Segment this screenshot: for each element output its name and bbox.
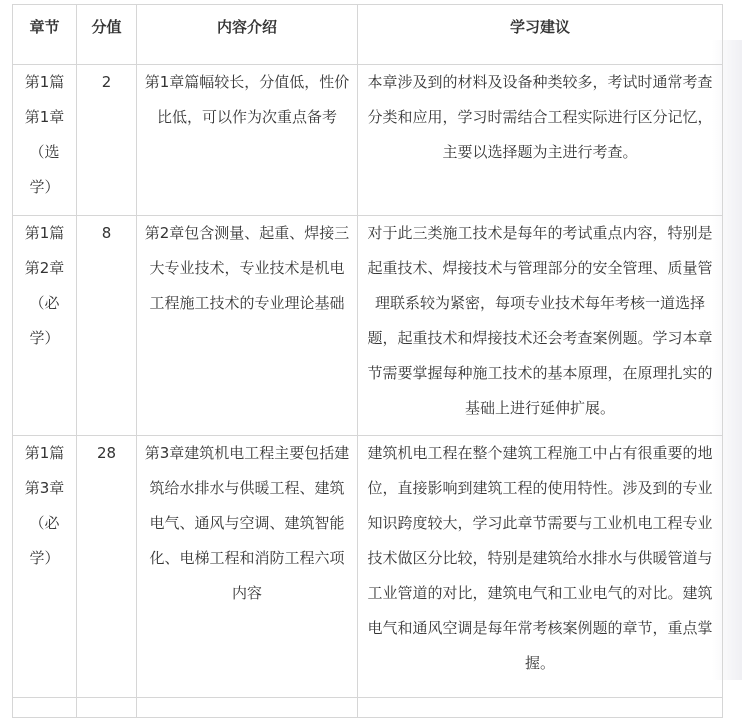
header-chapter: 章节 (13, 5, 77, 65)
table-row (13, 436, 723, 698)
chapter-type-open: （必 (29, 294, 60, 312)
score-cell (77, 698, 137, 718)
chapter-cell (13, 698, 77, 718)
header-advice: 学习建议 (358, 5, 723, 65)
intro-cell: 第3章建筑机电工程主要包括建筑给水排水与供暖工程、建筑电气、通风与空调、建筑智能化、电梯工程和消防工程六项内容 (137, 436, 358, 698)
score-cell: 28 (77, 436, 137, 698)
table-row (13, 216, 723, 436)
chapter-part: 第1篇 (24, 444, 65, 462)
header-intro: 内容介绍 (137, 5, 358, 65)
chapter-type-open: （选 (29, 143, 60, 161)
advice-cell: 对于此三类施工技术是每年的考试重点内容，特别是起重技术、焊接技术与管理部分的安全管理、质量管理联系较为紧密，每项专业技术每年考核一道选择题，起重技术和焊接技术还会考查案例题。学习本章节需要掌握每种施工技术的基本原理，在原理扎实的基础上进行延伸扩展。 (358, 216, 723, 436)
chapter-type-open: （必 (29, 514, 60, 532)
header-score: 分值 (77, 5, 137, 65)
chapter-cell (13, 216, 77, 436)
chapter-cell (13, 65, 77, 216)
table-row-partial (13, 698, 723, 718)
chapter-type-close: 学） (29, 549, 60, 567)
chapter-cell (13, 436, 77, 698)
intro-cell (137, 698, 358, 718)
chapter-part: 第1篇 (24, 224, 65, 242)
intro-cell: 第2章包含测量、起重、焊接三大专业技术，专业技术是机电工程施工技术的专业理论基础 (137, 216, 358, 436)
syllabus-table (12, 4, 723, 718)
intro-cell: 第1章篇幅较长，分值低，性价比低，可以作为次重点备考 (137, 65, 358, 216)
chapter-number: 第1章 (24, 108, 65, 126)
chapter-part: 第1篇 (24, 73, 65, 91)
chapter-type-close: 学） (29, 329, 60, 347)
table-row (13, 65, 723, 216)
score-cell: 2 (77, 65, 137, 216)
chapter-number: 第2章 (24, 259, 65, 277)
chapter-type-close: 学） (29, 178, 60, 196)
chapter-number: 第3章 (24, 479, 65, 497)
table-header-row (13, 5, 723, 65)
score-cell: 8 (77, 216, 137, 436)
advice-cell: 本章涉及到的材料及设备种类较多，考试时通常考查分类和应用，学习时需结合工程实际进行区分记忆，主要以选择题为主进行考查。 (358, 65, 723, 216)
advice-cell (358, 698, 723, 718)
advice-cell: 建筑机电工程在整个建筑工程施工中占有很重要的地位，直接影响到建筑工程的使用特性。涉及到的专业知识跨度较大，学习此章节需要与工业机电工程专业技术做区分比较，特别是建筑给水排水与供暖管道与工业管道的对比，建筑电气和工业电气的对比。建筑电气和通风空调是每年常考核案例题的章节，重点掌握。 (358, 436, 723, 698)
